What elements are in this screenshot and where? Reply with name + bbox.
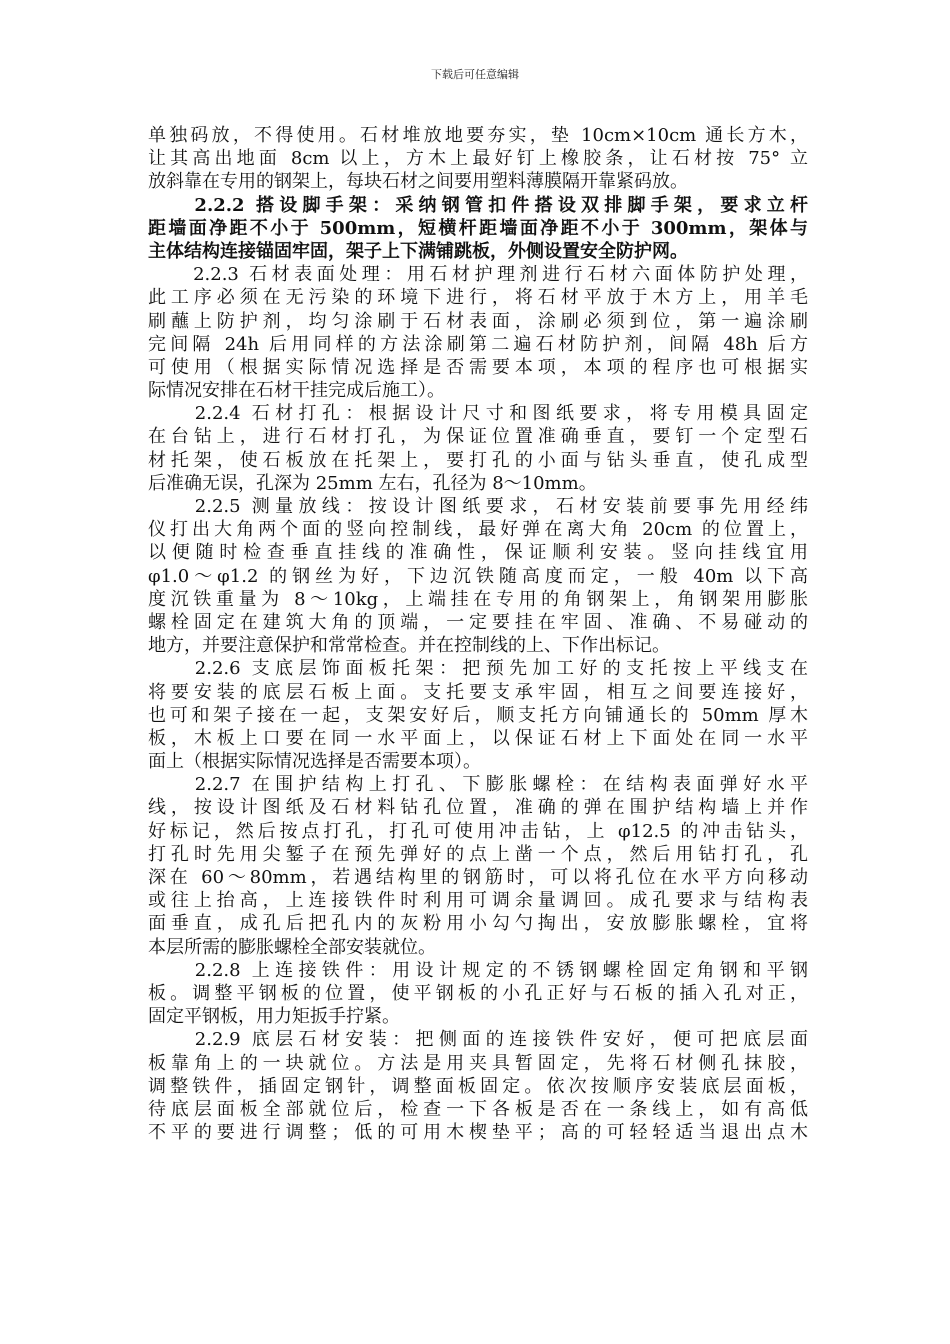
- text-line: 也可和架子接在一起，支架安好后，顺支托方向铺通长的 50mm 厚木: [148, 704, 808, 726]
- text-line: 后准确无误，孔深为 25mm 左右，孔径为 8～10mm。: [148, 472, 597, 494]
- text-line: 2.2.2 搭设脚手架：采纳钢管扣件搭设双排脚手架，要求立杆: [148, 194, 808, 216]
- paragraph-intro: [148, 124, 808, 194]
- paragraph-s223: [148, 263, 808, 402]
- text-line: 好标记，然后按点打孔，打孔可使用冲击钻，上 φ12.5 的冲击钻头，: [148, 820, 808, 842]
- paragraph-s228: [148, 959, 808, 1029]
- text-line: 或往上抬高，上连接铁件时利用可调余量调回。成孔要求与结构表: [148, 890, 808, 912]
- text-line: 仪打出大角两个面的竖向控制线，最好弹在离大角 20cm 的位置上，: [148, 519, 808, 541]
- paragraph-s226: [148, 657, 808, 773]
- text-line: 2.2.3 石材表面处理：用石材护理剂进行石材六面体防护处理，: [148, 264, 808, 286]
- text-line: 可使用（根据实际情况选择是否需要本项，本项的程序也可根据实: [148, 356, 808, 378]
- text-line: 2.2.5 测量放线：按设计图纸要求，石材安装前要事先用经纬: [148, 496, 808, 517]
- text-line: 板靠角上的一块就位。方法是用夹具暂固定，先将石材侧孔抹胶，: [148, 1052, 808, 1074]
- paragraph-s224: [148, 402, 808, 495]
- paragraph-s225: [148, 495, 808, 657]
- text-line: 固定平钢板，用力矩扳手拧紧。: [148, 1006, 400, 1028]
- text-line: 待底层面板全部就位后，检查一下各板是否在一条线上，如有高低: [148, 1098, 808, 1120]
- text-line: 距墙面净距不小于 500mm，短横杆距墙面净距不小于 300mm，架体与: [148, 217, 808, 239]
- text-line: 不平的要进行调整；低的可用木楔垫平；高的可轻轻适当退出点木: [148, 1122, 808, 1144]
- document-body: [148, 124, 808, 1144]
- text-line: 深在 60～80mm，若遇结构里的钢筋时，可以将孔位在水平方向移动: [148, 867, 808, 888]
- text-line: 2.2.6 支底层饰面板托架：把预先加工好的支托按上平线支在: [148, 658, 808, 680]
- paragraph-s227: [148, 773, 808, 959]
- text-line: 板。调整平钢板的位置，使平钢板的小孔正好与石板的插入孔对正，: [148, 982, 808, 1004]
- text-line: 本层所需的膨胀螺栓全部安装就位。: [148, 936, 436, 958]
- text-line: 完间隔 24h 后用同样的方法涂刷第二遍石材防护剂，间隔 48h 后方: [148, 333, 808, 355]
- text-line: 度沉铁重量为 8～10kg，上端挂在专用的角钢架上，角钢架用膨胀: [148, 588, 808, 610]
- text-line: 在台钻上，进行石材打孔，为保证位置准确垂直，要钉一个定型石: [148, 426, 808, 448]
- text-line: 2.2.9 底层石材安装：把侧面的连接铁件安好，便可把底层面: [148, 1029, 808, 1051]
- text-line: 2.2.4 石材打孔：根据设计尺寸和图纸要求，将专用模具固定: [148, 403, 808, 425]
- paragraph-s222: [148, 194, 808, 264]
- text-line: 打孔时先用尖錾子在预先弹好的点上凿一个点，然后用钻打孔，孔: [148, 843, 808, 865]
- page-header: 下载后可任意编辑: [431, 68, 519, 81]
- text-line: 地方，并要注意保护和常常检查。并在控制线的上、下作出标记。: [148, 635, 670, 657]
- text-line: 单独码放，不得使用。石材堆放地要夯实，垫 10cm×10cm 通长方木，: [148, 125, 808, 146]
- text-line: 主体结构连接锚固牢固，架子上下满铺跳板，外侧设置安全防护网。: [148, 240, 688, 262]
- text-line: 此工序必须在无污染的环境下进行，将石材平放于木方上，用羊毛: [148, 287, 808, 309]
- text-line: 面垂直，成孔后把孔内的灰粉用小勾勺掏出，安放膨胀螺栓，宜将: [148, 913, 808, 935]
- text-line: 材托架，使石板放在托架上，要打孔的小面与钻头垂直，使孔成型: [148, 449, 808, 471]
- text-line: 将要安装的底层石板上面。支托要支承牢固，相互之间要连接好，: [148, 681, 808, 703]
- text-line: 际情况安排在石材干挂完成后施工）。: [148, 380, 445, 402]
- text-line: 放斜靠在专用的钢架上，每块石材之间要用塑料薄膜隔开靠紧码放。: [148, 171, 688, 193]
- paragraph-s229: [148, 1028, 808, 1144]
- text-line: 2.2.8 上连接铁件：用设计规定的不锈钢螺栓固定角钢和平钢: [148, 959, 808, 981]
- text-line: 让其高出地面 8cm 以上，方木上最好钉上橡胶条，让石材按 75° 立: [148, 148, 808, 170]
- text-line: 2.2.7 在围护结构上打孔、下膨胀螺栓：在结构表面弹好水平: [148, 774, 808, 796]
- text-line: 面上（根据实际情况选择是否需要本项）。: [148, 751, 481, 773]
- text-line: 螺栓固定在建筑大角的顶端，一定要挂在牢固、准确、不易碰动的: [148, 611, 808, 633]
- text-line: φ1.0～φ1.2 的钢丝为好，下边沉铁随高度而定，一般 40m 以下高: [148, 565, 808, 587]
- text-line: 线，按设计图纸及石材料钻孔位置，准确的弹在围护结构墙上并作: [148, 797, 808, 819]
- text-line: 板，木板上口要在同一水平面上，以保证石材上下面处在同一水平: [148, 727, 808, 749]
- text-line: 刷蘸上防护剂，均匀涂刷于石材表面，涂刷必须到位，第一遍涂刷: [148, 310, 808, 332]
- text-line: 调整铁件，插固定钢针，调整面板固定。依次按顺序安装底层面板，: [148, 1075, 808, 1097]
- text-line: 以便随时检查垂直挂线的准确性，保证顺利安装。竖向挂线宜用: [148, 542, 808, 564]
